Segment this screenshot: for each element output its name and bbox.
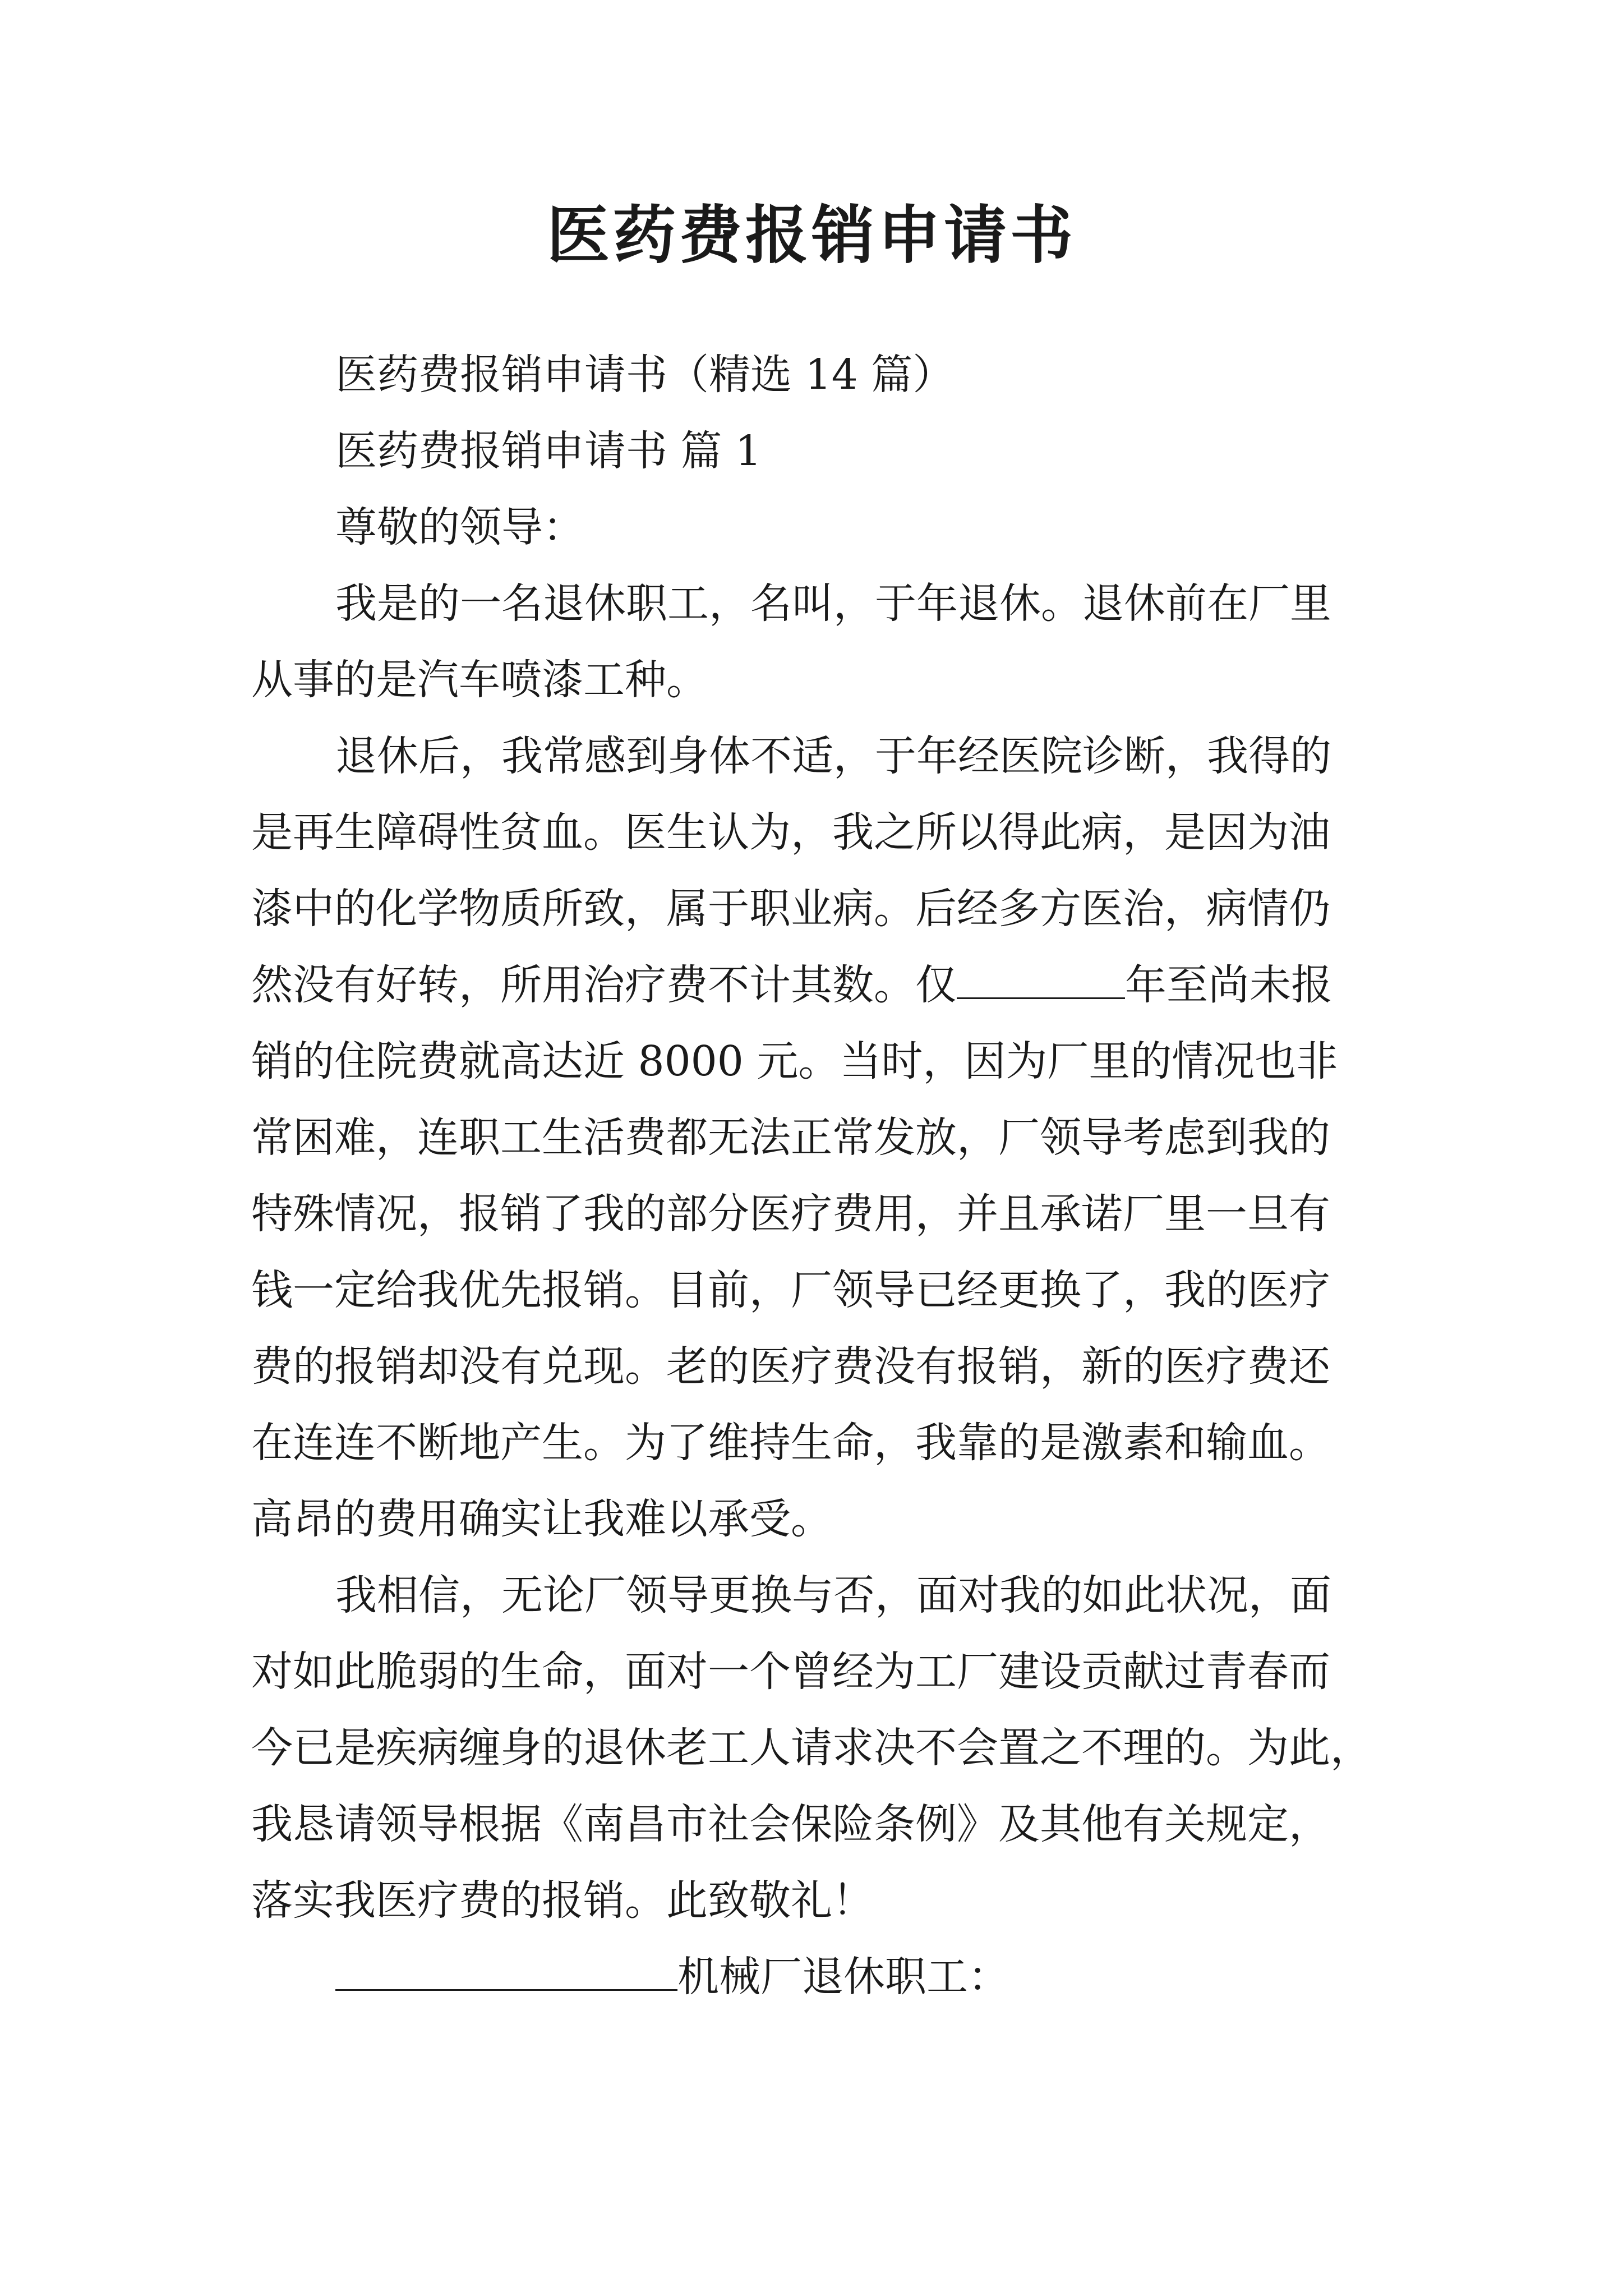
signature-label: 机械厂退休职工： (677, 1953, 1009, 2001)
paragraph-line: 落实我医疗费的报销。此致敬礼！ (251, 1876, 874, 1925)
paragraph-line: 我恳请领导根据《南昌市社会保险条例》及其他有关规定， (251, 1800, 1330, 1848)
paragraph-3 (251, 1557, 1393, 1939)
salutation: 尊敬的领导： (335, 503, 584, 551)
year-blank (957, 963, 1125, 999)
signature-line (251, 1939, 1393, 2015)
document-title: 医药费报销申请书 (547, 199, 1076, 272)
document-subtitle: 医药费报销申请书（精选 14 篇） (335, 351, 955, 399)
section-heading: 医药费报销申请书 篇 1 (335, 427, 762, 475)
paragraph-line: 常困难，连职工生活费都无法正常发放，厂领导考虑到我的 (251, 1114, 1330, 1162)
paragraph-line: 我是的一名退休职工，名叫，于年退休。退休前在厂里 (335, 579, 1331, 628)
paragraph-line-with-blank (251, 947, 1393, 1023)
line-text: 年至尚未报 (1125, 961, 1332, 1009)
paragraph-line: 今已是疾病缠身的退休老工人请求决不会置之不理的。为此， (251, 1724, 1372, 1772)
paragraph-1 (251, 565, 1393, 718)
paragraph-line: 特殊情况，报销了我的部分医疗费用，并且承诺厂里一旦有 (251, 1190, 1330, 1238)
paragraph-line: 费的报销却没有兑现。老的医疗费没有报销，新的医疗费还 (251, 1342, 1330, 1391)
paragraph-line: 在连连不断地产生。为了维持生命，我靠的是激素和输血。 (251, 1419, 1330, 1467)
paragraph-line: 我相信，无论厂领导更换与否，面对我的如此状况，面 (335, 1571, 1331, 1619)
document-body (251, 337, 1393, 2015)
paragraph-line: 漆中的化学物质所致，属于职业病。后经多方医治，病情仍 (251, 885, 1330, 933)
paragraph-line: 退休后，我常感到身体不适，于年经医院诊断，我得的 (335, 732, 1331, 780)
paragraph-line: 是再生障碍性贫血。医生认为，我之所以得此病，是因为油 (251, 808, 1330, 857)
paragraph-2 (251, 718, 1393, 1557)
name-blank (335, 1954, 677, 1991)
paragraph-line: 从事的是汽车喷漆工种。 (251, 656, 708, 704)
paragraph-line: 高昂的费用确实让我难以承受。 (251, 1495, 832, 1543)
paragraph-line: 钱一定给我优先报销。目前，厂领导已经更换了，我的医疗 (251, 1266, 1330, 1314)
line-text: 然没有好转，所用治疗费不计其数。仅 (251, 961, 957, 1009)
paragraph-line: 销的住院费就高达近 8000 元。当时，因为厂里的情况也非 (251, 1037, 1338, 1085)
paragraph-line: 对如此脆弱的生命，面对一个曾经为工厂建设贡献过青春而 (251, 1648, 1330, 1696)
